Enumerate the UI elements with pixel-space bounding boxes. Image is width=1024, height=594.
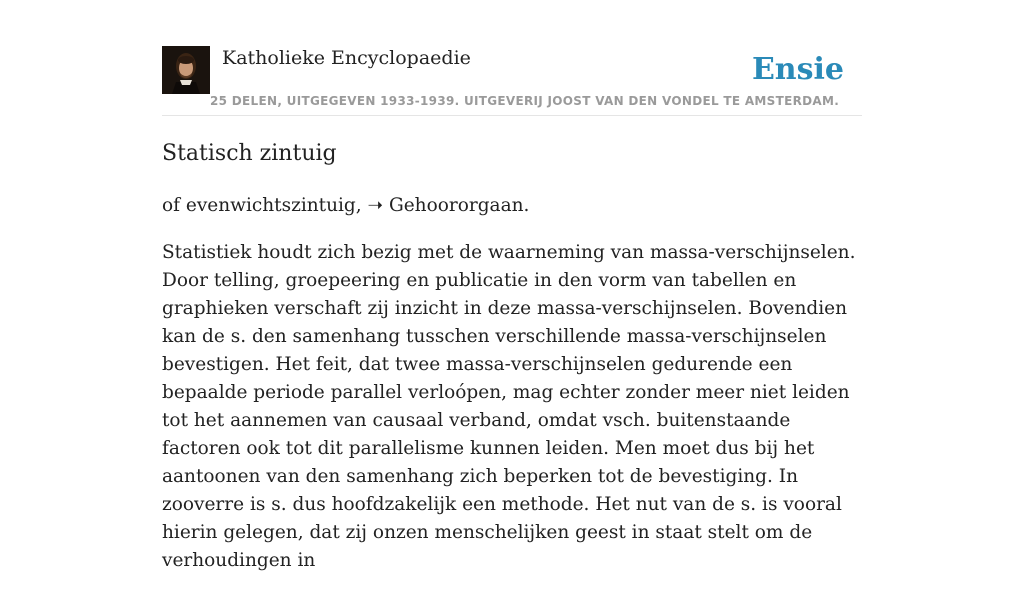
article-title: Statisch zintuig bbox=[162, 141, 337, 166]
arrow-icon: ➝ bbox=[367, 195, 384, 216]
paragraph bbox=[162, 192, 867, 220]
publication-subtitle: 25 DELEN, UITGEGEVEN 1933-1939. UITGEVERIJ JOOST VAN DEN VONDEL TE AMSTERDAM. bbox=[210, 94, 840, 108]
avatar[interactable] bbox=[162, 46, 210, 94]
article-body bbox=[162, 192, 867, 594]
publication-title[interactable]: Katholieke Encyclopaedie bbox=[222, 47, 471, 69]
cross-reference-link[interactable]: Gehoororgaan. bbox=[388, 195, 530, 216]
paragraph: Statistiek houdt zich bezig met de waarneming van massa-verschijnselen. Door telling, groepeering en publicatie in den vorm van tabellen en graphieken verschaft zij inzicht in deze massa-verschijnselen. Bovendien kan de s. den samenhang tusschen verschillende massa-verschijnselen bevestigen. Het feit, dat twee massa-verschijnselen gedurende een bepaalde periode parallel verloópen, mag echter zonder meer niet leiden tot het aannemen van causaal verband, omdat vsch. buitenstaande factoren ook tot dit parallelisme kunnen leiden. Men moet dus bij het aantoonen van den samenhang zich beperken tot de bevestiging. In zooverre is s. dus hoofdzakelijk een methode. Het nut van de s. is vooral hierin gelegen, dat zij onzen menschelijken geest in staat stelt om de verhoudingen in bbox=[162, 242, 856, 571]
portrait-icon bbox=[162, 46, 210, 94]
brand-logo-link[interactable]: Ensie bbox=[751, 52, 844, 87]
publication-header bbox=[162, 46, 862, 116]
paragraph-text: of evenwichtszintuig, bbox=[162, 195, 368, 216]
